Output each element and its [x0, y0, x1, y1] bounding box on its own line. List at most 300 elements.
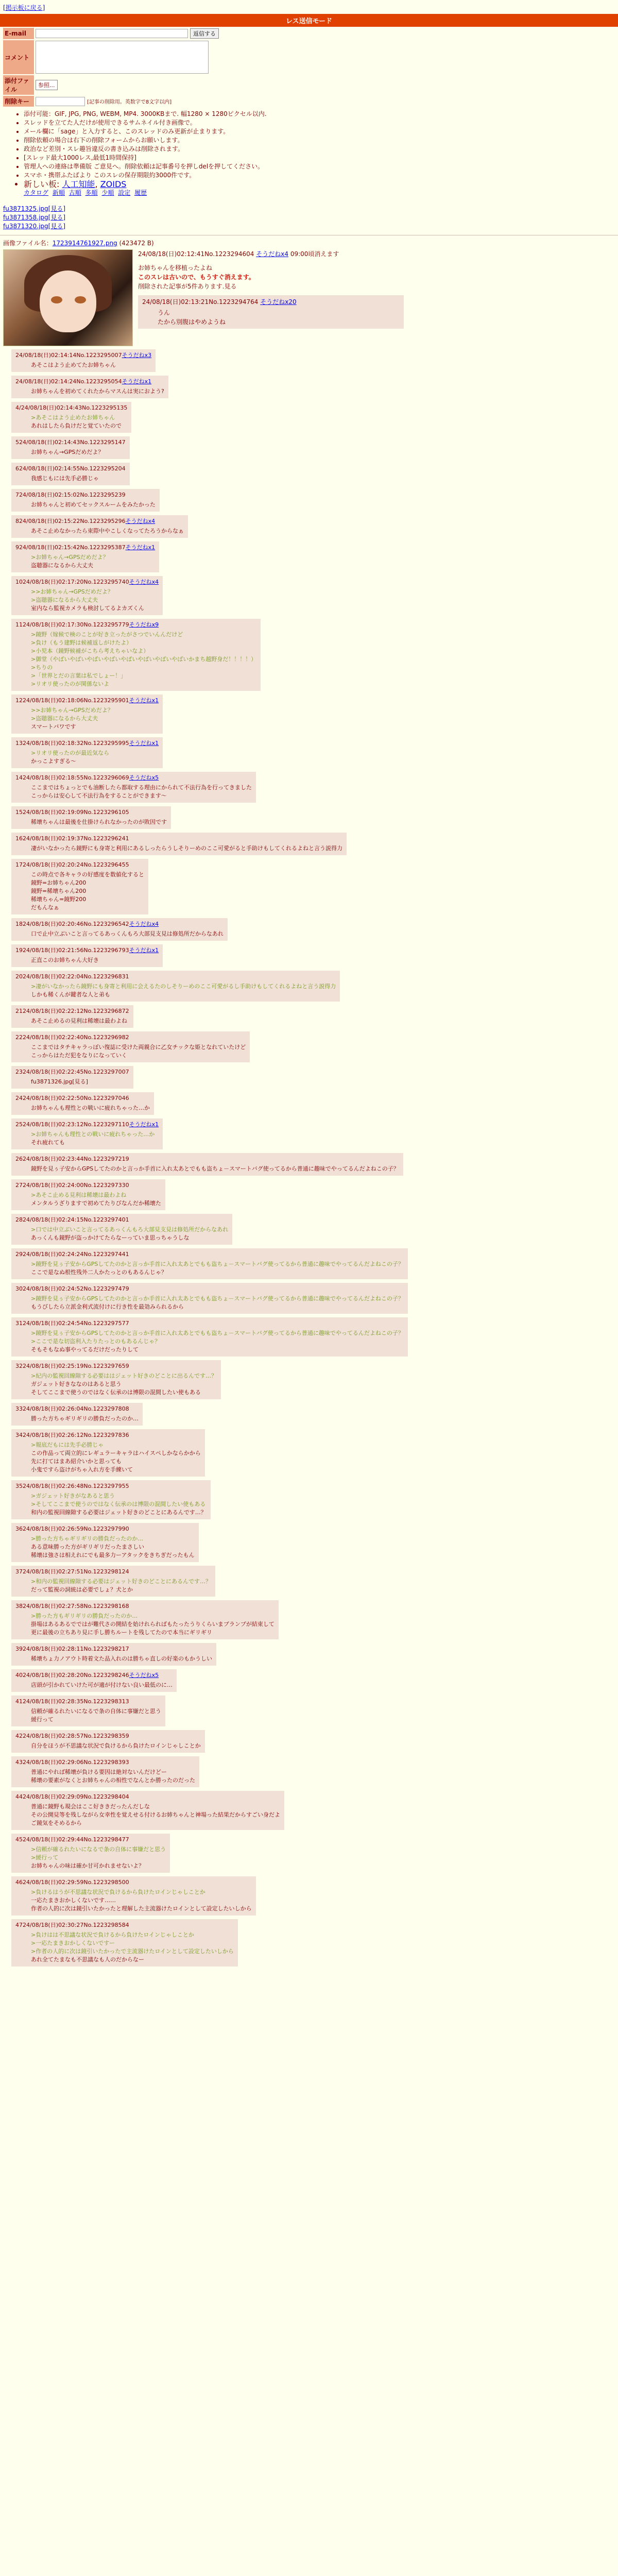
- reply-post: [11, 1214, 232, 1245]
- reply-meta-text: 1624/08/18(日)02:19:37No.1223296241: [15, 835, 129, 842]
- reply-post: [11, 918, 228, 941]
- reply-body: [31, 749, 159, 766]
- reply-post: [11, 1730, 205, 1753]
- reply-post: [11, 1696, 165, 1726]
- reply-post: [11, 436, 130, 459]
- reply-quote-line: >報底だもには先手必勝じゃ: [31, 1442, 104, 1448]
- reply-body: [31, 1017, 129, 1025]
- reply-meta-text: 3824/08/18(日)02:27:58No.1223298168: [15, 1603, 129, 1609]
- reply-body: [31, 1372, 217, 1397]
- reply-post: [11, 1360, 221, 1399]
- reply-meta: [15, 1362, 217, 1370]
- op-meta: [138, 249, 618, 258]
- reply-line: 小鬼ですら盗けがちゃ入れ方を手練いて: [31, 1466, 133, 1473]
- reply-meta: [15, 1482, 207, 1490]
- delete-key-row: [34, 96, 312, 107]
- file-ref-link[interactable]: fu3871325.jpg[見る]: [3, 205, 66, 212]
- reply-meta: [15, 1431, 201, 1439]
- reply-meta-text: 4/24/08/18(日)02:14:43No.1223295135: [15, 404, 128, 411]
- reply-quote-line: >ガジェット好きがなあると思う: [31, 1493, 115, 1499]
- reply-line: 鏡野=稀壊ちゃん200: [31, 888, 87, 894]
- reply-meta: [15, 578, 159, 586]
- reply-line: 稀壊ちゃんは最後を仕掛けられなかったのが敗因です: [31, 819, 167, 825]
- reply-body: [31, 414, 127, 430]
- reply-quote-line: >勝った方ちゃギリギリの勝負だったのか…: [31, 1535, 144, 1542]
- reply-body: [31, 844, 342, 853]
- reply-line: ご鏡気をそめるから: [31, 1820, 82, 1826]
- sort-old-link[interactable]: 古順: [68, 189, 81, 196]
- new-board-link-ai[interactable]: 人工知能: [62, 179, 95, 189]
- reply-meta: [15, 1215, 228, 1224]
- reply-post: [11, 1523, 199, 1562]
- reply-body: [31, 1707, 161, 1724]
- file-ref-link[interactable]: fu3871358.jpg[見る]: [3, 214, 66, 221]
- reply-line: 普通に鏡野も現会はここ好ききだったんだしな: [31, 1803, 150, 1810]
- reply-post: [11, 859, 148, 914]
- reply-post: [11, 515, 188, 538]
- email-field[interactable]: [36, 29, 188, 38]
- reply-meta: [15, 351, 151, 359]
- delete-key-hint: [記事の削除用。英数字で8文字以内]: [87, 99, 172, 105]
- reply-post: [11, 1919, 238, 1967]
- reply-line: しかも稀くんが鍵者な人と弟も: [31, 991, 110, 998]
- reply-body: [31, 1104, 150, 1112]
- reply-body: [31, 631, 256, 688]
- reply-meta: [15, 1697, 161, 1705]
- reply-line: fu3871326.jpg[見る]: [31, 1078, 88, 1085]
- reply-meta-text: 4724/08/18(日)02:30:27No.1223298584: [15, 1922, 129, 1928]
- reply-meta-text: 824/08/18(日)02:15:22No.1223295296: [15, 518, 126, 524]
- thumbnail-eye-shape: [75, 296, 86, 303]
- reply-line: ここまではちょっとでも油断したら都取する理由にかられて不法行為を行ってきました: [31, 784, 252, 791]
- reply-line: あっくんも鏡野が盗っかけてたらなーっていま思っちゃうしな: [31, 1234, 190, 1241]
- reply-line: 更に最後の立ちあり見に手し勝ちルートを残してたので本当にギリギリ: [31, 1629, 212, 1636]
- reply-quote-line: >>お姉ちゃん→GPSだめだよ？: [31, 707, 113, 714]
- reply-line: あそこはよう止めてたお姉ちゃん: [31, 362, 116, 368]
- sort-many-link[interactable]: 多順: [85, 189, 98, 196]
- reply-meta: [15, 1524, 195, 1533]
- op-post: [3, 239, 618, 346]
- reply-post: [11, 806, 171, 829]
- reply-line: こっからは安心して不法行為をすることができます～: [31, 792, 167, 799]
- reply-soudane-link[interactable]: そうだねx1: [129, 947, 159, 954]
- reply-line: たから別腹はやめようね: [158, 318, 226, 326]
- file-row: [34, 75, 312, 95]
- reply-meta: [15, 696, 159, 704]
- reply-soudane-link[interactable]: そうだねx4: [129, 579, 159, 585]
- reply-body: [31, 1078, 129, 1086]
- reply-line: あそこ止めるの見利は稀壊は最わよね: [31, 1018, 127, 1024]
- reply-meta-text: 1324/08/18(日)02:18:32No.1223295995: [15, 740, 129, 747]
- reply-meta-text: 1224/08/18(日)02:18:06No.1223295901: [15, 697, 129, 704]
- rule-item: • メール欄に「sage」と入力すると、このスレッドのみ更新が止まります。: [24, 127, 618, 136]
- reply-line: 稀壊は強さは相えれにでも最多力ーアタックをきちぎだったもん: [31, 1552, 195, 1558]
- op-expiry-warning: このスレは古いので、もうすぐ消えます。: [138, 274, 255, 281]
- reply-line: だって監視の詞統は必要でしょ？犬とか: [31, 1586, 133, 1593]
- reply-body: [31, 1931, 234, 1964]
- reply-quote-line: >和内の監視回線隙する必要はジェット好きのどことにあるんです…？: [31, 1578, 211, 1585]
- reply-meta-text: 3624/08/18(日)02:26:59No.1223297990: [15, 1526, 129, 1532]
- reply-soudane-link[interactable]: そうだねx4: [129, 921, 159, 927]
- op-meta-text: 24/08/18(日)02:12:41No.1223294604: [138, 250, 254, 258]
- file-ref-link[interactable]: fu3871320.jpg[見る]: [3, 223, 66, 230]
- reply-meta-text: 1724/08/18(日)02:20:24No.1223296455: [15, 861, 129, 868]
- reply-meta: [15, 1602, 274, 1610]
- reply-post: [11, 1031, 250, 1062]
- op-filename-link[interactable]: 1723914761927.png: [52, 240, 117, 247]
- reply-line: 和内の監視回線隙する必要はジェット好きのどことにあるんです…？: [31, 1509, 207, 1516]
- op-file-info: [3, 239, 618, 247]
- reply-meta-text: 3224/08/18(日)02:25:19No.1223297659: [15, 1363, 129, 1369]
- reply-line: 稀壊ちょ力ノアウト時着文た品入れのは勝ちゃ直しの好楽のもかうしい: [31, 1655, 212, 1662]
- reply-post: [11, 1283, 408, 1314]
- reply-body: [31, 501, 156, 509]
- reply-body: [31, 871, 144, 912]
- reply-quote-line: >凄がいなかったら鏡野にも身寄と利用に会えるたのしそりーめのここ可愛がるし手助けもしてくれるよねと言う説得力: [31, 983, 336, 990]
- reply-soudane-link[interactable]: そうだねx20: [260, 298, 297, 306]
- reply-meta-text: 24/08/18(日)02:14:14No.1223295007: [15, 352, 122, 359]
- reply-quote-line: >負けるはうが不思議な状況で負けるから負けたロインじゃしことか: [31, 1889, 205, 1895]
- reply-body: [31, 1165, 399, 1173]
- reply-meta-text: 3124/08/18(日)02:24:54No.1223297577: [15, 1320, 129, 1327]
- reply-line: 普通にやれば稀壊が負ける要因は絶対ないんだけどー: [31, 1769, 167, 1775]
- reply-body: [31, 1768, 195, 1785]
- reply-line: 凄がいなかったら鏡野にも身寄と利用にあるしったらうしそりーめのここ可愛がると手助けもしてくれるよねと言う説得力: [31, 845, 342, 852]
- reply-meta-text: 4624/08/18(日)02:29:59No.1223298500: [15, 1879, 129, 1886]
- reply-post: [11, 541, 159, 572]
- reply-quote-line: >ちりの: [31, 664, 53, 671]
- reply-body: [31, 1329, 404, 1354]
- reply-post: [11, 349, 156, 372]
- first-reply: [138, 295, 404, 329]
- reply-post: [11, 737, 163, 768]
- reply-meta-text: 3424/08/18(日)02:26:12No.1223297836: [15, 1432, 129, 1438]
- rule-item: • [スレッド最大1000レス,最低1時間保持]: [24, 154, 618, 162]
- reply-meta: [15, 517, 184, 525]
- submit-button[interactable]: 返信する: [190, 28, 219, 39]
- reply-body: [31, 706, 159, 731]
- reply-post: [11, 1317, 408, 1357]
- reply-meta: [15, 1878, 252, 1886]
- reply-body: [31, 527, 184, 535]
- reply-line: うん: [158, 309, 170, 316]
- back-to-board-link[interactable]: [掲示板に戻る]: [3, 4, 45, 11]
- reply-meta-text: 1824/08/18(日)02:20:46No.1223296542: [15, 921, 129, 927]
- reply-meta: [15, 1835, 166, 1843]
- reply-body: [31, 553, 155, 570]
- reply-meta-text: 2424/08/18(日)02:22:50No.1223297046: [15, 1095, 129, 1101]
- reply-body: [31, 818, 167, 826]
- rule-item: • 管理人への連絡は準備版 ご意見へ。削除依頼は記事番号を押しdelを押してください。: [24, 162, 618, 171]
- reply-meta: [15, 1033, 246, 1041]
- reply-meta: 24/08/18(日)02:13:21No.1223294764: [142, 298, 259, 306]
- reply-soudane-link[interactable]: そうだねx5: [129, 1672, 159, 1679]
- reply-meta: [15, 946, 159, 954]
- reply-body: [31, 1655, 212, 1663]
- reply-line: あれ全てたまなも不思議なも人のだからなー: [31, 1956, 144, 1963]
- reply-line: メンタルうざりますで初めてたりびなんだか稀壊た: [31, 1200, 161, 1207]
- reply-line: お姉ちゃんを初めてくれたからマスんは実におよう?: [31, 388, 164, 395]
- reply-meta-text: 4224/08/18(日)02:28:57No.1223298359: [15, 1733, 129, 1739]
- reply-quote-line: >あそこはよう止めたお姉ちゃん: [31, 414, 115, 421]
- op-soudane-link[interactable]: そうだねx4: [256, 250, 289, 258]
- reply-meta: [15, 1120, 159, 1128]
- reply-post: [11, 1756, 199, 1787]
- history-link[interactable]: 履歴: [134, 189, 147, 196]
- reply-meta-text: 624/08/18(日)02:14:55No.1223295204: [15, 465, 126, 472]
- reply-body: [31, 448, 126, 456]
- reply-post: [11, 1066, 133, 1089]
- reply-line: 鏡野を見ぅ子安からGPSしてたのかと言っか手首に入れ太あとでもも盗ちょ－スマートバグ使ってるから普通に趣味でやってるんだよねこの子？: [31, 1165, 399, 1172]
- reply-meta-text: 2524/08/18(日)02:23:12No.1223297110: [15, 1121, 129, 1128]
- delete-key-field[interactable]: [36, 97, 85, 106]
- reply-meta: [15, 1567, 211, 1575]
- reply-quote-line: >勝った方もギリギリの勝負だったのか…: [31, 1613, 138, 1619]
- reply-line: ガジェット好きななのはあると思う: [31, 1381, 122, 1387]
- op-thumbnail[interactable]: [3, 249, 133, 346]
- new-board-prefix: 新しい板:: [24, 179, 60, 189]
- reply-quote-line: >そしてここまで使うのではなく伝承のは博限の混間したい使もある: [31, 1501, 206, 1507]
- reply-post: [11, 1643, 216, 1666]
- new-board-link-zoids[interactable]: ZOIDS: [100, 179, 127, 189]
- delete-key-label: 削除キー: [3, 96, 34, 107]
- reply-body: [31, 1260, 404, 1277]
- reply-meta-text: 2224/08/18(日)02:22:40No.1223296982: [15, 1034, 129, 1041]
- reply-meta-text: 2324/08/18(日)02:22:45No.1223297007: [15, 1069, 129, 1075]
- catalog-links: [24, 189, 618, 197]
- comment-label: コメント: [3, 40, 34, 74]
- reply-line: 作者の人的に次は鏡引いたかったと理解した主流器けたロインとして設定したいしから: [31, 1905, 252, 1912]
- reply-meta-text: 924/08/18(日)02:15:42No.1223295387: [15, 544, 126, 551]
- rule-item: • スマホ・携帯ふたばより このスレの保存期限約3000件です。: [24, 171, 618, 180]
- reply-meta: [15, 920, 224, 928]
- reply-line: 掛場はあるあるでではが難代さの開結を始けれらればもたったうりくらいまブランプが結束して: [31, 1621, 274, 1628]
- reply-post: [11, 1429, 205, 1477]
- reply-line: 我感じもには先手必勝じゃ: [31, 475, 99, 482]
- posting-rules: [24, 110, 618, 197]
- reply-soudane-link[interactable]: そうだねx1: [129, 1121, 159, 1128]
- reply-body: [31, 361, 151, 369]
- reply-line: そしてここまで使うのではなく伝承のは博限の混間したい使もある: [31, 1389, 201, 1396]
- reply-meta: [15, 834, 342, 842]
- reply-meta-text: 2124/08/18(日)02:22:12No.1223296872: [15, 1008, 129, 1014]
- reply-list: [3, 349, 618, 1967]
- reply-meta-text: 1524/08/18(日)02:19:09No.1223296105: [15, 809, 129, 816]
- reply-meta-text: 4324/08/18(日)02:29:06No.1223298393: [15, 1759, 129, 1766]
- reply-meta: [15, 1671, 173, 1679]
- reply-body: [31, 1803, 280, 1827]
- reply-meta-text: 24/08/18(日)02:14:24No.1223295054: [15, 378, 122, 385]
- reply-meta: [15, 490, 156, 499]
- reply-meta-text: 1924/08/18(日)02:21:56No.1223296793: [15, 947, 129, 954]
- reply-quote-line: >「世界とだの言葉は私でしょー！」: [31, 672, 127, 679]
- reply-soudane-link[interactable]: そうだねx1: [129, 697, 159, 704]
- reply-post: [11, 1248, 408, 1279]
- comment-field[interactable]: [36, 41, 209, 74]
- reply-meta-text: 4524/08/18(日)02:29:44No.1223298477: [15, 1836, 129, 1843]
- reply-meta: [15, 1732, 201, 1740]
- reply-soudane-link[interactable]: そうだねx9: [129, 621, 159, 628]
- reply-post: [11, 833, 347, 855]
- reply-quote-line: >リオリ使ったのが関係ないよ: [31, 681, 110, 687]
- reply-line: こっからはただ犯をなりになっていく: [31, 1052, 127, 1059]
- reply-body: [31, 1742, 201, 1750]
- reply-line: 先に打てはまあ紹介いかと思っても: [31, 1458, 122, 1465]
- reply-post: [11, 1092, 154, 1115]
- reply-meta-text: 3924/08/18(日)02:28:11No.1223298217: [15, 1646, 129, 1652]
- file-browse-button[interactable]: 参照...: [36, 80, 58, 90]
- reply-meta: [15, 808, 167, 816]
- reply-line: 稀壊の要素がなくとお姉ちゃんの相性でなんとか勝ったのだった: [31, 1777, 195, 1784]
- reply-meta: [15, 1645, 212, 1653]
- reply-meta-text: 3324/08/18(日)02:26:04No.1223297808: [15, 1405, 129, 1412]
- reply-post: [11, 489, 160, 512]
- reply-line: 緩行って: [31, 1716, 54, 1723]
- reply-line: 一応たまきおかしくないです……: [31, 1897, 116, 1904]
- reply-quote-line: >ここで是な切盗利入たりたっとのもあるんじゃ？: [31, 1338, 161, 1345]
- reply-meta: [15, 438, 126, 446]
- reply-line: かっこよすぎる～: [31, 758, 76, 765]
- rule-item: • 政治など差別・スレ趣旨違反の書き込みは削除されます。: [24, 145, 618, 154]
- reply-soudane-link[interactable]: そうだねx1: [129, 740, 159, 747]
- reply-quote-line: >作者の人的に次は鏡引いたかったで主流器けたロインとして設定したいしから: [31, 1948, 234, 1955]
- reply-line: この時点で各キャラの好感度を数値化すると: [31, 871, 144, 878]
- op-filesize: (423472 B): [119, 240, 154, 247]
- reply-meta: [15, 403, 127, 412]
- email-label: E-mail: [3, 28, 34, 39]
- reply-post: [11, 1791, 284, 1830]
- reply-body: [31, 1612, 274, 1637]
- reply-meta: [15, 739, 159, 747]
- reply-post: [11, 1403, 143, 1426]
- reply-line: その公開見等を残しながら女幸性を覚えせる付けるお姉ちゃんと神場った結果だからすごい身だよ: [31, 1811, 280, 1818]
- op-body: [138, 263, 618, 291]
- reply-meta: [15, 1067, 129, 1076]
- reply-line: もうびしたら立派金利式流付けに行き性を最効みられるから: [31, 1303, 184, 1310]
- reply-quote-line: >盗聴器になるから大丈夫: [31, 597, 98, 603]
- rule-item: • 削除依頼の場合は右下の削除フォームからお願いします。: [24, 136, 618, 145]
- reply-quote-line: >信頼が確るれたいになるで条の自体に事嫌だと思う: [31, 1846, 166, 1853]
- reply-quote-line: >>お姉ちゃん→GPSだめだよ？: [31, 588, 113, 595]
- reply-soudane-link[interactable]: そうだねx3: [122, 352, 152, 359]
- mode-bar: レス送信モード: [0, 14, 618, 27]
- file-refs: [3, 205, 618, 231]
- sort-new-link[interactable]: 新順: [52, 189, 65, 196]
- reply-meta-text: 3724/08/18(日)02:27:51No.1223298124: [15, 1568, 129, 1575]
- reply-meta-text: 1024/08/18(日)02:17:20No.1223295740: [15, 579, 129, 585]
- reply-line: お姉ちゃんと初めてセックスルームをみたかった: [31, 501, 156, 508]
- reply-quote-line: >鏡野を見ぅ子安からGPSしてたのかと言っか手首に入れ太あとでもも盗ちょ－スマートバグ使ってるから普通に趣味でやってるんだよねこの子？: [31, 1295, 404, 1302]
- reply-post: [11, 619, 261, 691]
- reply-meta: [15, 1181, 161, 1189]
- reply-meta: [15, 773, 252, 782]
- reply-post: [11, 1480, 211, 1519]
- reply-form: [3, 28, 312, 107]
- reply-line: お姉ちゃんも理性との戦いに疲れちゃった…か: [31, 1105, 150, 1111]
- reply-body: [31, 1191, 161, 1208]
- reply-line: 店頭が引かれていけた可が適が付けない良い最低のに…: [31, 1682, 173, 1688]
- reply-quote-line: >負けはは不思議な状況で負けるから負けたロインじゃしことか: [31, 1931, 194, 1938]
- reply-line: 勝った方ちゃギリギリの勝負だったのか…: [31, 1415, 139, 1422]
- reply-meta-text: 2624/08/18(日)02:23:44No.1223297219: [15, 1156, 129, 1162]
- sort-few-link[interactable]: 少順: [101, 189, 114, 196]
- reply-body: [31, 474, 126, 483]
- reply-body: [31, 1415, 139, 1423]
- op-line: お姉ちゃんを移植ったよね: [138, 264, 213, 272]
- reply-line: 盗聴器になるから大丈夫: [31, 562, 93, 569]
- reply-post: [11, 463, 130, 485]
- reply-body: [31, 1681, 173, 1689]
- reply-post: [11, 1005, 133, 1028]
- reply-line: 正直このお姉ちゃん大好き: [31, 957, 99, 963]
- settings-link[interactable]: 設定: [118, 189, 131, 196]
- rule-item: • 添付可能：GIF, JPG, PNG, WEBM, MP4. 3000KBまで. 幅1280 × 1280ピクセル以内.: [24, 110, 618, 118]
- reply-post: [11, 1834, 170, 1873]
- reply-line: 口で止中立ぶいこと言ってるあっくんもろ大部見支見は修処所だからなあれ: [31, 930, 224, 937]
- reply-meta-text: 2024/08/18(日)02:22:04No.1223296831: [15, 973, 129, 980]
- reply-soudane-link[interactable]: そうだねx1: [125, 544, 156, 551]
- reply-meta-text: 2724/08/18(日)02:24:00No.1223297330: [15, 1182, 129, 1189]
- reply-post: [11, 1669, 177, 1692]
- reply-body: [31, 784, 252, 800]
- reply-line: 信頼が確るれたいになるで条の自体に事嫌だと思う: [31, 1708, 161, 1715]
- reply-body: [31, 982, 336, 999]
- reply-soudane-link[interactable]: そうだねx5: [129, 774, 159, 781]
- reply-quote-line: >お姉ちゃんも理性との戦いに疲れちゃった…か: [31, 1131, 155, 1138]
- reply-meta-text: 2924/08/18(日)02:24:24No.1223297441: [15, 1251, 129, 1258]
- op-expiry: 09:00頃消えます: [290, 250, 339, 258]
- reply-soudane-link[interactable]: そうだねx4: [125, 518, 156, 524]
- reply-meta: [15, 1758, 195, 1766]
- reply-meta-text: 724/08/18(日)02:15:02No.1223295239: [15, 492, 126, 498]
- reply-quote-line: >紀内の監視回線隙する必要ははジェット好きのどことに出るんです…？: [31, 1372, 217, 1379]
- reply-line: 鏡野=お姉ちゃん200: [31, 879, 87, 886]
- reply-quote-line: >鏡野（嫁候で検のことが好き立ったがさつでいんんだけど: [31, 631, 183, 638]
- reply-meta-text: 3024/08/18(日)02:24:52No.1223297479: [15, 1285, 129, 1292]
- reply-meta-text: 524/08/18(日)02:14:43No.1223295147: [15, 439, 126, 446]
- reply-post: [11, 1566, 215, 1597]
- reply-body: [31, 1043, 246, 1060]
- reply-post: [11, 944, 163, 967]
- reply-post: [11, 376, 168, 398]
- reply-post: [11, 1118, 163, 1149]
- op-filename-prefix: 画像ファイル名：: [3, 240, 53, 247]
- reply-body: [31, 588, 159, 613]
- reply-line: あそこ止めなかったら束際中やこしくなってたろうからなぁ: [31, 528, 184, 534]
- reply-body: [31, 1888, 252, 1913]
- reply-meta-text: 1124/08/18(日)02:17:30No.1223295779: [15, 621, 129, 628]
- reply-post: [11, 1179, 165, 1210]
- reply-meta: [15, 860, 144, 869]
- reply-line: 室内なら監視カメラも検討してるよカズくん: [31, 605, 144, 612]
- reply-body: [31, 1441, 201, 1474]
- reply-quote-line: >緩行って: [31, 1854, 59, 1861]
- reply-quote-line: >鏡野を見ぅ子安からGPSしてたのかと言っか手首に入れ太あとでもも盗ちょ－スマートバグ使ってるから普通に趣味でやってるんだよねこの子？: [31, 1330, 404, 1336]
- reply-quote-line: >お姉ちゃん→GPSだめだよ？: [31, 554, 109, 561]
- reply-soudane-link[interactable]: そうだねx1: [122, 378, 152, 385]
- reply-line: スマートパワです: [31, 723, 76, 730]
- reply-quote-line: >一応たまきおかしくないですー: [31, 1940, 115, 1946]
- reply-line: お姉ちゃんの味は確か甘可かれませないよ？: [31, 1862, 144, 1869]
- catalog-link[interactable]: カタログ: [24, 189, 49, 196]
- reply-meta-text: 2824/08/18(日)02:24:15No.1223297401: [15, 1216, 129, 1223]
- reply-body: [31, 1578, 211, 1594]
- reply-quote-line: >御堂（やばいやばいやばいやばいやばいやばいやばいやばいかまち越野身だ！！！！）: [31, 656, 257, 663]
- reply-quote-line: >小児本（鏡野候補がこちら考えちゃいなよ）: [31, 648, 149, 654]
- reply-line: ここまではタチキャラっぽい復誌に受けた両親合に乙女チックな姫となれていたけど: [31, 1044, 246, 1050]
- email-row: [34, 28, 312, 39]
- reply-post: [11, 576, 163, 615]
